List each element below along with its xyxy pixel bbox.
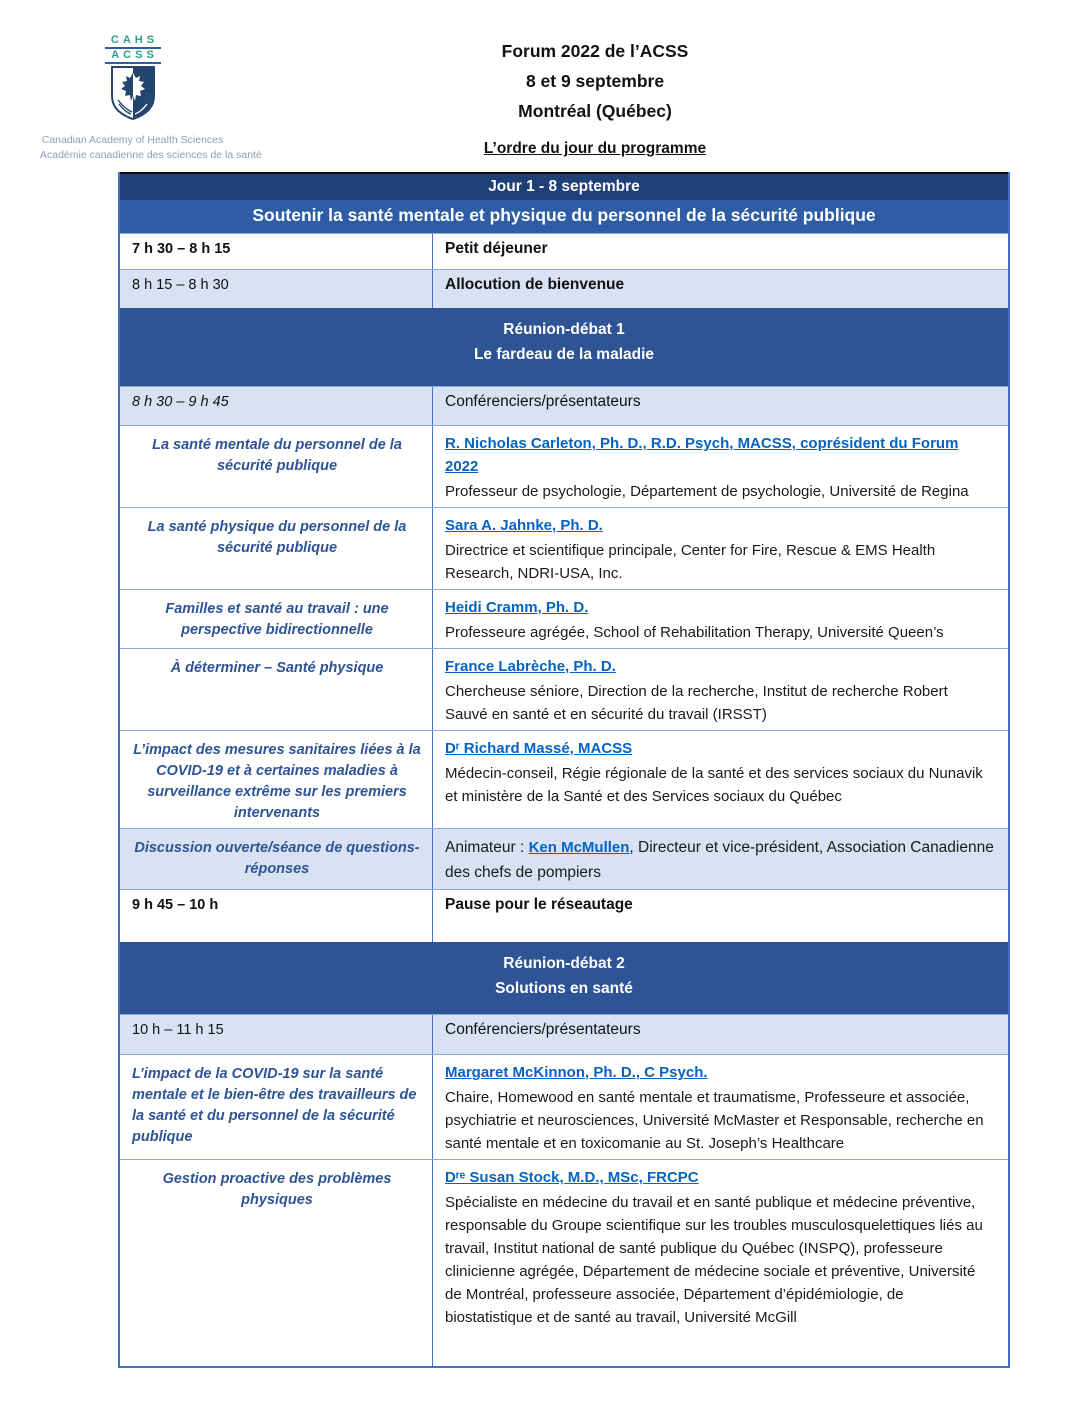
time-cell [120, 234, 433, 269]
topic-cell [120, 829, 433, 889]
agenda-table [118, 172, 1010, 1368]
topic-label: Familles et santé au travail : une perspective bidirectionnelle [165, 601, 389, 638]
session-cell [433, 234, 1008, 269]
time-label: 8 h 30 – 9 h 45 [132, 394, 229, 410]
document-header [106, 36, 1084, 158]
time-cell [120, 270, 433, 308]
agenda-row-carleton [120, 425, 1008, 507]
speaker-cell [433, 426, 1008, 507]
agenda-row-cramm [120, 589, 1008, 648]
session-cell [433, 1015, 1008, 1054]
moderator-suffix: , Directeur et vice-président, Association Canadienne des chefs de pompiers [445, 839, 994, 881]
speaker-link[interactable]: Sara A. Jahnke, Ph. D. [445, 517, 603, 534]
topic-label: À déterminer – Santé physique [170, 660, 384, 676]
logo-caption-fr: Académie canadienne des sciences de la santé [40, 149, 262, 161]
speaker-link[interactable]: Dʳ Richard Massé, MACSS [445, 740, 633, 757]
topic-cell [120, 590, 433, 648]
time-label: 9 h 45 – 10 h [132, 897, 219, 913]
panel-1-subtitle: Le fardeau de la maladie [473, 346, 655, 363]
theme-header-band: Soutenir la santé mentale et physique du personnel de la sécurité publique [120, 200, 1008, 233]
moderator-link[interactable]: Ken McMullen [528, 839, 630, 856]
speaker-link[interactable]: R. Nicholas Carleton, Ph. D., R.D. Psych, MACSS, coprésident du Forum 2022 [445, 435, 959, 475]
speaker-link[interactable]: Margaret McKinnon, Ph. D., C Psych. [445, 1064, 708, 1081]
logo-acronym-fr: ACSS [105, 49, 161, 64]
agenda-row-labreche [120, 648, 1008, 730]
speaker-cell [433, 508, 1008, 589]
speaker-description: Professeur de psychologie, Département de psychologie, Université de Regina [445, 483, 969, 500]
agenda-row-welcome [120, 269, 1008, 308]
speaker-description: Directrice et scientifique principale, Center for Fire, Rescue & EMS Health Research, NDRI-USA, Inc. [445, 542, 936, 582]
topic-cell [120, 1055, 433, 1159]
moderator-cell [433, 829, 1008, 889]
speaker-description: Chaire, Homewood en santé mentale et traumatisme, Professeure et associée, psychiatrie et neurosciences, Université McMaster et Responsable, recherche en santé mentale et en toxicomanie au St. Joseph’s Healthcare [445, 1089, 984, 1152]
agenda-row-break [120, 889, 1008, 942]
topic-label: Gestion proactive des problèmes physiques [162, 1171, 392, 1208]
topic-label: L’impact des mesures sanitaires liées à la COVID-19 et à certaines maladies à surveillance extrême sur les premiers intervenants [133, 742, 421, 821]
day-header-band: Jour 1 - 8 septembre [120, 172, 1008, 200]
agenda-row-breakfast [120, 233, 1008, 269]
time-label: 7 h 30 – 8 h 15 [132, 241, 231, 257]
session-label: Conférenciers/présentateurs [445, 393, 641, 410]
topic-label: Discussion ouverte/séance de questions-réponses [134, 840, 420, 877]
session-label: Petit déjeuner [445, 240, 548, 257]
speaker-link[interactable]: Heidi Cramm, Ph. D. [445, 599, 589, 616]
topic-cell [120, 508, 433, 589]
speaker-cell [433, 731, 1008, 828]
topic-label: L’impact de la COVID-19 sur la santé mentale et le bien-être des travailleurs de la santé et du personnel de la sécurité publique [132, 1066, 417, 1145]
speaker-cell [433, 590, 1008, 648]
session-label: Pause pour le réseautage [445, 896, 633, 913]
topic-label: La santé mentale du personnel de la sécurité publique [152, 437, 402, 474]
event-dates: 8 et 9 septembre [525, 71, 665, 91]
agenda-row-jahnke [120, 507, 1008, 589]
agenda-row-masse [120, 730, 1008, 828]
speaker-description: Spécialiste en médecine du travail et en santé publique et médecine préventive, responsable du Groupe scientifique sur les troubles musculosquelettiques liés au travail, Institut national de santé publique du Québec (INSPQ), professeure clinicienne agrégée, Département de médecine sociale et préventive, Université de Montréal, professeure associée, Département d’épidémiologie, de biostatistique et de santé au travail, Université McGill [445, 1194, 983, 1326]
session-cell [433, 890, 1008, 942]
panel-2-band [120, 942, 1008, 1014]
panel-2-subtitle: Solutions en santé [495, 980, 633, 997]
logo-acronym-en: CAHS [105, 34, 161, 49]
agenda-row-mckinnon [120, 1054, 1008, 1159]
page-title: Forum 2022 de l’ACSS [501, 41, 689, 61]
speaker-description: Professeure agrégée, School of Rehabilitation Therapy, Université Queen’s [445, 624, 944, 641]
time-cell [120, 387, 433, 425]
speaker-link[interactable]: Dʳᵉ Susan Stock, M.D., MSc, FRCPC [445, 1169, 699, 1186]
speaker-link[interactable]: France Labrèche, Ph. D. [445, 658, 616, 675]
topic-label: La santé physique du personnel de la sécurité publique [147, 519, 407, 556]
moderator-prefix: Animateur : [445, 839, 529, 856]
topic-cell [120, 649, 433, 730]
speaker-description: Médecin-conseil, Régie régionale de la santé et des services sociaux du Nunavik et ministère de la Santé et des Services sociaux du Québec [445, 765, 983, 805]
agenda-row-speakers-2 [120, 1014, 1008, 1054]
session-cell [433, 387, 1008, 425]
event-location: Montréal (Québec) [518, 101, 672, 121]
agenda-row-discussion [120, 828, 1008, 889]
time-label: 10 h – 11 h 15 [132, 1022, 224, 1038]
session-label: Conférenciers/présentateurs [445, 1021, 641, 1038]
time-cell [120, 1015, 433, 1054]
topic-cell [120, 1160, 433, 1366]
session-cell [433, 270, 1008, 308]
speaker-cell [433, 1055, 1008, 1159]
time-label: 8 h 15 – 8 h 30 [132, 277, 229, 293]
agenda-row-speakers-1 [120, 386, 1008, 425]
speaker-cell [433, 649, 1008, 730]
panel-1-band [120, 308, 1008, 386]
time-cell [120, 890, 433, 942]
logo-caption-en: Canadian Academy of Health Sciences [41, 134, 224, 146]
session-label: Allocution de bienvenue [445, 276, 625, 293]
agenda-row-stock [120, 1159, 1008, 1366]
panel-1-title: Réunion-débat 1 [503, 321, 625, 338]
speaker-cell [433, 1160, 1008, 1366]
topic-cell [120, 731, 433, 828]
speaker-description: Chercheuse séniore, Direction de la recherche, Institut de recherche Robert Sauvé en santé et en sécurité du travail (IRSST) [445, 683, 948, 723]
panel-2-title: Réunion-débat 2 [503, 955, 625, 972]
agenda-subtitle: L’ordre du jour du programme [483, 140, 707, 157]
topic-cell [120, 426, 433, 507]
